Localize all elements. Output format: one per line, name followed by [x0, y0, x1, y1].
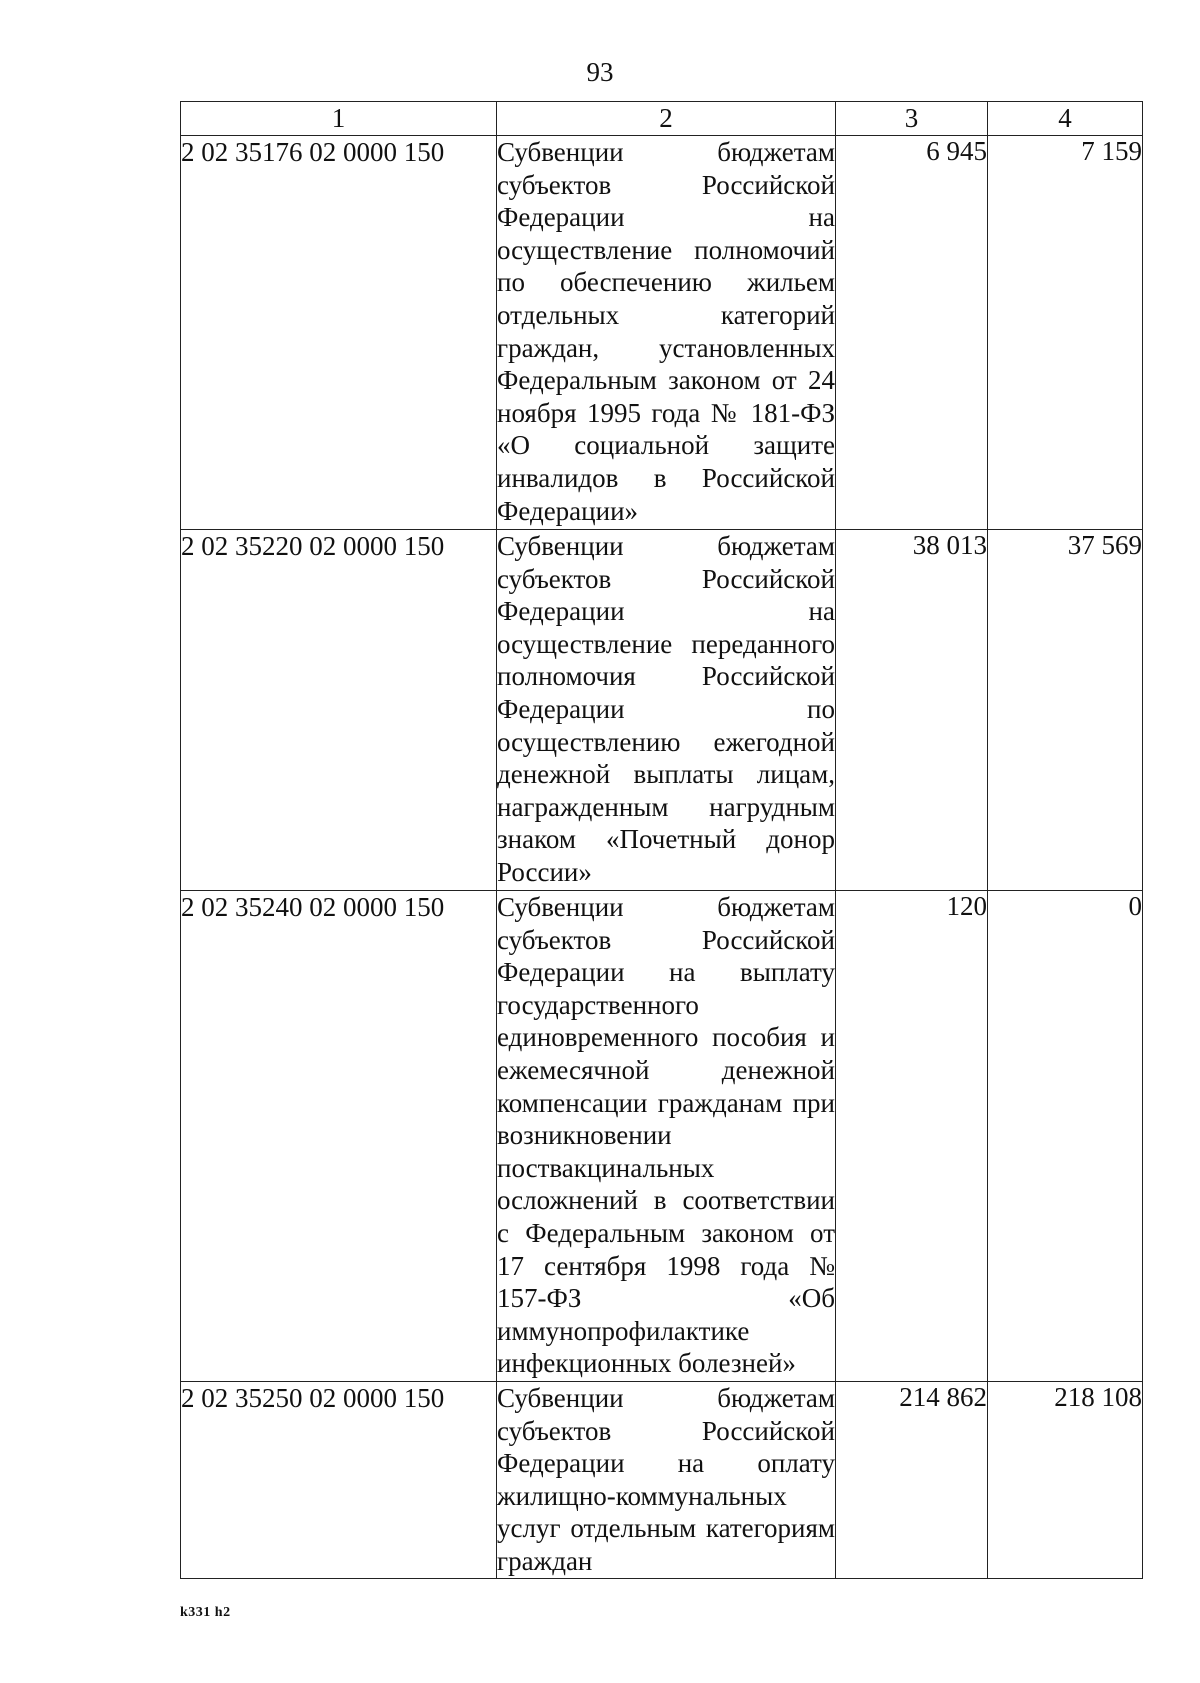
table-row [181, 891, 1143, 1382]
description-text: Субвенции бюджетам субъектов Российской Федерации на оплату жилищно-коммунальных услуг отдельным категориям граждан [497, 1383, 835, 1576]
column-header-2: 2 [497, 102, 836, 136]
value-col3-cell: 120 [836, 891, 988, 1382]
value-col4-cell: 0 [988, 891, 1143, 1382]
page-number: 93 [586, 57, 614, 87]
table-row [181, 530, 1143, 891]
budget-code-cell: 2 02 35176 02 0000 150 [181, 136, 497, 530]
description-cell [497, 136, 836, 530]
value-col4-cell: 218 108 [988, 1382, 1143, 1579]
budget-code-cell: 2 02 35240 02 0000 150 [181, 891, 497, 1382]
description-text: Субвенции бюджетам субъектов Российской Федерации на осуществление переданного полномочия Российской Федерации по осуществлению ежегодной денежной выплаты лицам, награжденным нагрудным знаком «Почетный донор России» [497, 531, 835, 887]
table-row [181, 136, 1143, 530]
column-header-3: 3 [836, 102, 988, 136]
value-col3-cell: 214 862 [836, 1382, 988, 1579]
budget-table [180, 101, 1143, 1579]
value-col3-cell: 6 945 [836, 136, 988, 530]
table-row [181, 1382, 1143, 1579]
description-text: Субвенции бюджетам субъектов Российской Федерации на выплату государственного единовременного пособия и ежемесячной денежной компенсации гражданам при возникновении поствакцинальных осложнений в соответствии с Федеральным законом от 17 сентября 1998 года № 157-ФЗ «Об иммунопрофилактике инфекционных болезней» [497, 892, 835, 1379]
budget-code-cell: 2 02 35250 02 0000 150 [181, 1382, 497, 1579]
column-header-4: 4 [988, 102, 1143, 136]
description-cell [497, 1382, 836, 1579]
description-text: Субвенции бюджетам субъектов Российской Федерации на осуществление полномочий по обеспечению жильем отдельных категорий граждан, установленных Федеральным законом от 24 ноября 1995 года № 181-ФЗ «О социальной защите инвалидов в Российской Федерации» [497, 137, 835, 526]
description-cell [497, 891, 836, 1382]
value-col4-cell: 37 569 [988, 530, 1143, 891]
description-cell [497, 530, 836, 891]
table-header-row [181, 102, 1143, 136]
budget-code-cell: 2 02 35220 02 0000 150 [181, 530, 497, 891]
value-col4-cell: 7 159 [988, 136, 1143, 530]
footer-document-code: k331 h2 [180, 1605, 231, 1620]
column-header-1: 1 [181, 102, 497, 136]
value-col3-cell: 38 013 [836, 530, 988, 891]
